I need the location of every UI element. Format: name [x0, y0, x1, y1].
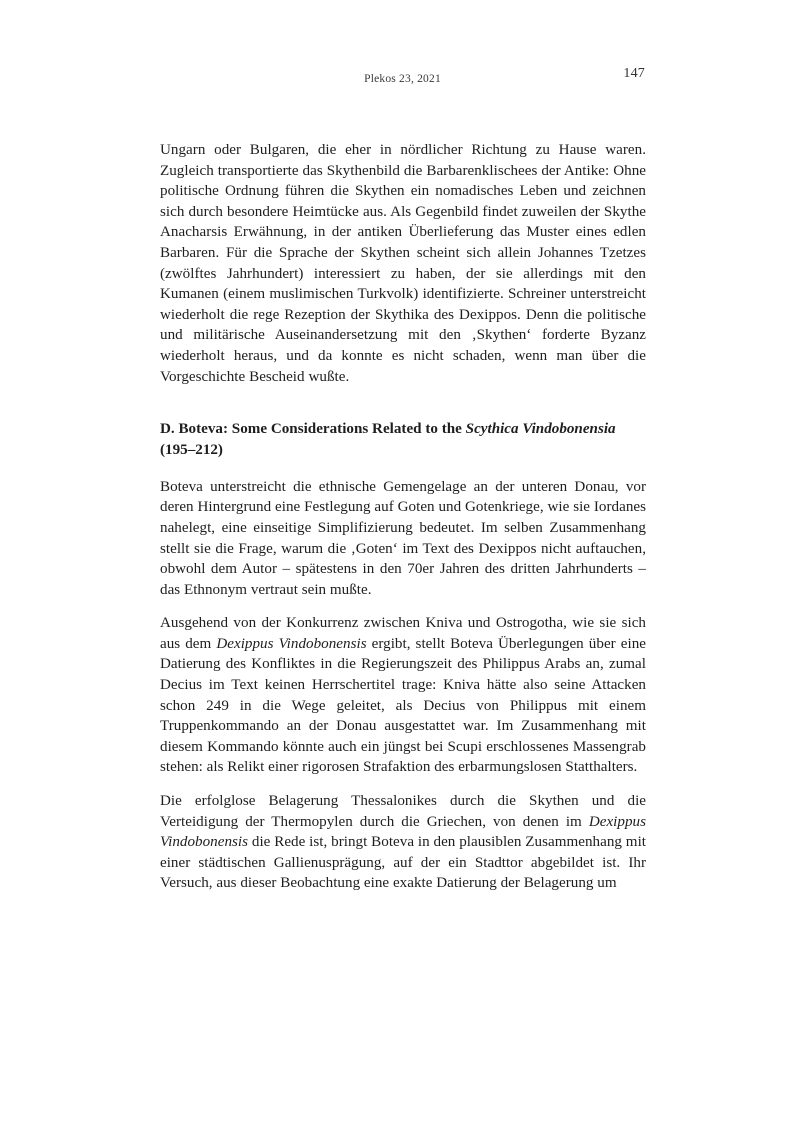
section-heading-block — [160, 419, 646, 461]
section-heading — [160, 419, 646, 461]
section-heading-lead: D. Boteva: Some Considerations Related to the — [160, 421, 466, 438]
work-title-dexippus-vindobonensis: Dexippus Vindobonensis — [216, 635, 367, 652]
paragraph-3-part-2: ergibt, stellt Boteva Überlegungen über eine Datierung des Konfliktes in die Regierungszeit des Philippus Arabs an, zumal Decius im Text keinen Herrschertitel trage: Kniva hätte also seine Attacken schon 249 in die Wege geleitet, als Decius von Philippus mit einem Truppenkommando an der Donau ausgestattet war. Im Zusammenhang mit diesem Kommando könnte auch ein jüngst bei Scupi erschlossenes Massengrab stehen: als Relikt einer rigorosen Strafaktion des erbarmungslosen Statthalters. — [160, 635, 646, 776]
paragraph-4-part-1: Die erfolglose Belagerung Thessalonikes durch die Skythen und die Verteidigung der Thermopylen durch die Griechen, von denen im — [160, 793, 646, 830]
paragraph-thessalonike-siege — [160, 791, 646, 894]
section-heading-work-title: Scythica Vindobonensia — [465, 421, 616, 438]
page-header — [160, 66, 645, 91]
page-number: 147 — [623, 66, 645, 81]
work-title-dexippus-vindobonensis-2: Dexippus Vindobonensis — [160, 813, 646, 851]
paragraph-4-part-2: die Rede ist, bringt Boteva in den plausiblen Zusammenhang mit einer städtischen Gallienusprägung, auf der ein Stadttor abgebildet ist. Ihr Versuch, aus dieser Beobachtung eine exakte Datierung der Belagerung um — [160, 834, 646, 892]
text-block — [160, 140, 646, 894]
paragraph-continued: Ungarn oder Bulgaren, die eher in nördlicher Richtung zu Hause waren. Zugleich transportierte das Skythenbild die Barbarenklischees der Antike: Ohne politische Ordnung führen die Skythen ein nomadisches Leben und zeichnen sich durch besondere Heimtücke aus. Als Gegenbild findet zuweilen der Skythe Anacharsis Erwähnung, in der antiken Überlieferung das Muster eines edlen Barbaren. Für die Sprache der Skythen scheint sich allein Johannes Tzetzes (zwölftes Jahrhundert) interessiert zu haben, der sie allerdings mit den Kumanen (einem muslimischen Turkvolk) identifizierte. Schreiner unterstreicht wiederholt die rege Rezeption der Skythika des Dexippos. Denn die politische und militärische Auseinandersetzung mit den ‚Skythen‘ forderte Byzanz wiederholt heraus, und da konnte es nicht schaden, wenn man über die Vorgeschichte Bescheid wußte. — [160, 142, 646, 385]
running-head-title: Plekos 23, 2021 — [364, 73, 441, 85]
paragraph-boteva-ethnic: Boteva unterstreicht die ethnische Gemengelage an der unteren Donau, vor deren Hintergrund eine Festlegung auf Goten und Gotenkriege, wie sie Iordanes nahelegt, eine einseitige Simplifizierung bedeutet. Im selben Zusammenhang stellt sie die Frage, warum die ‚Goten‘ im Text des Dexippos nicht auftauchen, obwohl dem Autor – spätestens in den 70er Jahren des dritten Jahrhunderts – das Ethnonym vertraut sein mußte. — [160, 478, 646, 598]
paragraph-kniva-ostrogotha — [160, 613, 646, 778]
section-heading-pages: (195–212) — [160, 441, 223, 458]
paragraph-3-part-1: Ausgehend von der Konkurrenz zwischen Kniva und Ostrogotha, wie sie sich aus dem — [160, 615, 646, 652]
